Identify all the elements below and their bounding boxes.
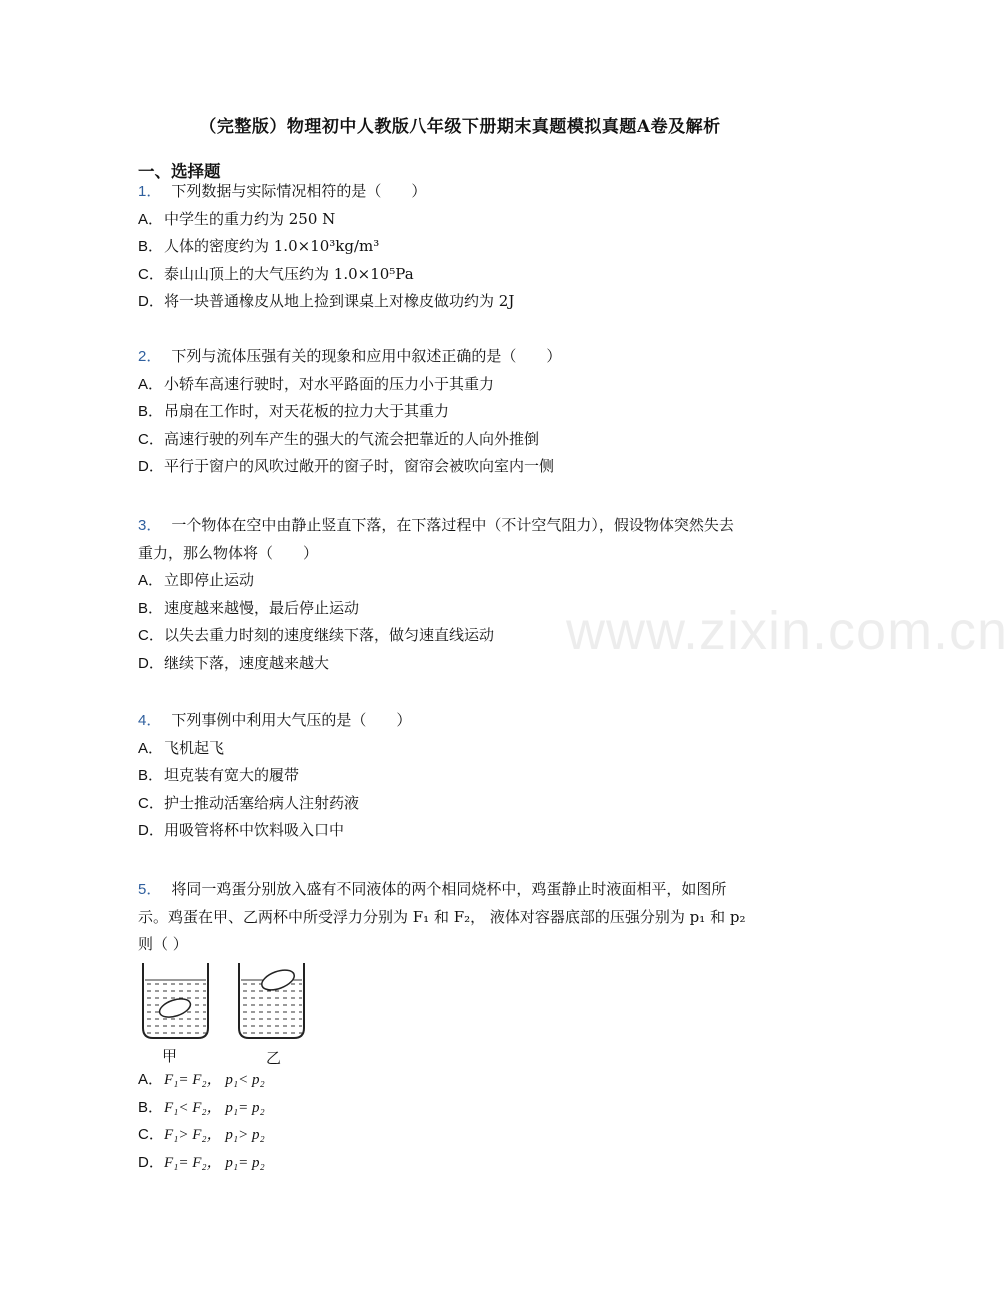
option-text: 平行于窗户的风吹过敞开的窗子时，窗帘会被吹向室内一侧 [164, 457, 555, 475]
option-letter: B． [138, 238, 164, 255]
beaker-yi [239, 963, 304, 1038]
option-text: 中学生的重力约为 250 N [164, 209, 336, 228]
option-letter: A． [138, 572, 164, 589]
option-text: 人体的密度约为 1.0×10³kg/m³ [164, 237, 380, 255]
question-stem: 下列与流体压强有关的现象和应用中叙述正确的是（ ） [171, 347, 562, 365]
option-letter: C． [138, 265, 164, 283]
option-letter: D． [138, 1153, 164, 1171]
option-text: 速度越来越慢，最后停止运动 [164, 598, 360, 617]
question-stem: 一个物体在空中由静止竖直下落，在下落过程中（不计空气阻力），假设物体突然失去 [171, 516, 734, 534]
option-letter: B． [138, 767, 164, 784]
question-5 [138, 876, 788, 959]
option-letter: A． [138, 1071, 164, 1088]
question-stem: 则（ ） [138, 935, 188, 953]
option-text: F₁< F₂， p₁= p₂ [164, 1099, 265, 1116]
option-letter: A． [138, 210, 164, 228]
question-5-options [138, 1066, 788, 1176]
option-letter: D． [138, 458, 164, 475]
option-letter: D． [138, 822, 164, 839]
question-stem: 下列事例中利用大气压的是（ ） [171, 711, 412, 729]
question-stem: 下列数据与实际情况相符的是（ ） [171, 182, 427, 200]
option-text: 继续下落，速度越来越大 [164, 653, 330, 672]
option-text: 飞机起飞 [164, 738, 225, 757]
option-letter: B． [138, 403, 164, 420]
option-text: 泰山山顶上的大气压约为 1.0×10⁵Pa [164, 264, 414, 283]
option-text: 立即停止运动 [164, 571, 255, 589]
option-text: 以失去重力时刻的速度继续下落，做匀速直线运动 [164, 626, 495, 644]
section-heading: 一、选择题 [138, 162, 221, 181]
option-letter: C． [138, 1126, 164, 1143]
question-stem: 示。鸡蛋在甲、乙两杯中所受浮力分别为 F₁ 和 F₂， 液体对容器底部的压强分别为 p₁ 和 p₂ [138, 907, 746, 926]
question-number: 1． [138, 183, 162, 200]
option-text: F₁= F₂， p₁< p₂ [164, 1072, 265, 1088]
question-number: 3． [138, 517, 162, 534]
question-number: 4． [138, 712, 162, 729]
option-letter: B． [138, 1098, 164, 1116]
question-3 [138, 512, 788, 677]
option-text: 护士推动活塞给病人注射药液 [164, 793, 360, 812]
beaker-jia [143, 963, 208, 1038]
question-stem: 将同一鸡蛋分别放入盛有不同液体的两个相同烧杯中，鸡蛋静止时液面相平，如图所 [171, 880, 727, 898]
option-text: 高速行驶的列车产生的强大的气流会把靠近的人向外推倒 [164, 429, 540, 448]
option-letter: C． [138, 430, 164, 448]
question-1 [138, 178, 788, 316]
figure-label-jia: 甲 [162, 1047, 178, 1065]
watermark: www.zixin.com.cn [566, 601, 1008, 661]
figure-label-yi: 乙 [266, 1049, 282, 1067]
option-text: F₁> F₂， p₁> p₂ [164, 1127, 265, 1143]
option-letter: C． [138, 794, 164, 812]
option-letter: B． [138, 599, 164, 617]
question-2 [138, 343, 788, 481]
option-letter: D． [138, 293, 164, 310]
question-number: 5． [138, 881, 162, 898]
option-text: 吊扇在工作时，对天花板的拉力大于其重力 [164, 402, 450, 420]
question-4 [138, 707, 788, 845]
option-letter: A． [138, 739, 164, 757]
question-number: 2． [138, 348, 162, 365]
option-text: 用吸管将杯中饮料吸入口中 [164, 821, 345, 839]
option-text: 坦克装有宽大的履带 [164, 766, 300, 784]
option-text: F₁= F₂， p₁= p₂ [164, 1154, 265, 1171]
option-text: 将一块普通橡皮从地上捡到课桌上对橡皮做功约为 2J [164, 292, 515, 310]
beakers-figure [138, 960, 318, 1074]
option-text: 小轿车高速行驶时，对水平路面的压力小于其重力 [164, 374, 495, 393]
option-letter: C． [138, 627, 164, 644]
option-letter: D． [138, 654, 164, 672]
question-stem: 重力，那么物体将（ ） [138, 543, 319, 562]
page-title: （完整版）物理初中人教版八年级下册期末真题模拟真题A卷及解析 [199, 117, 721, 137]
option-letter: A． [138, 375, 164, 393]
